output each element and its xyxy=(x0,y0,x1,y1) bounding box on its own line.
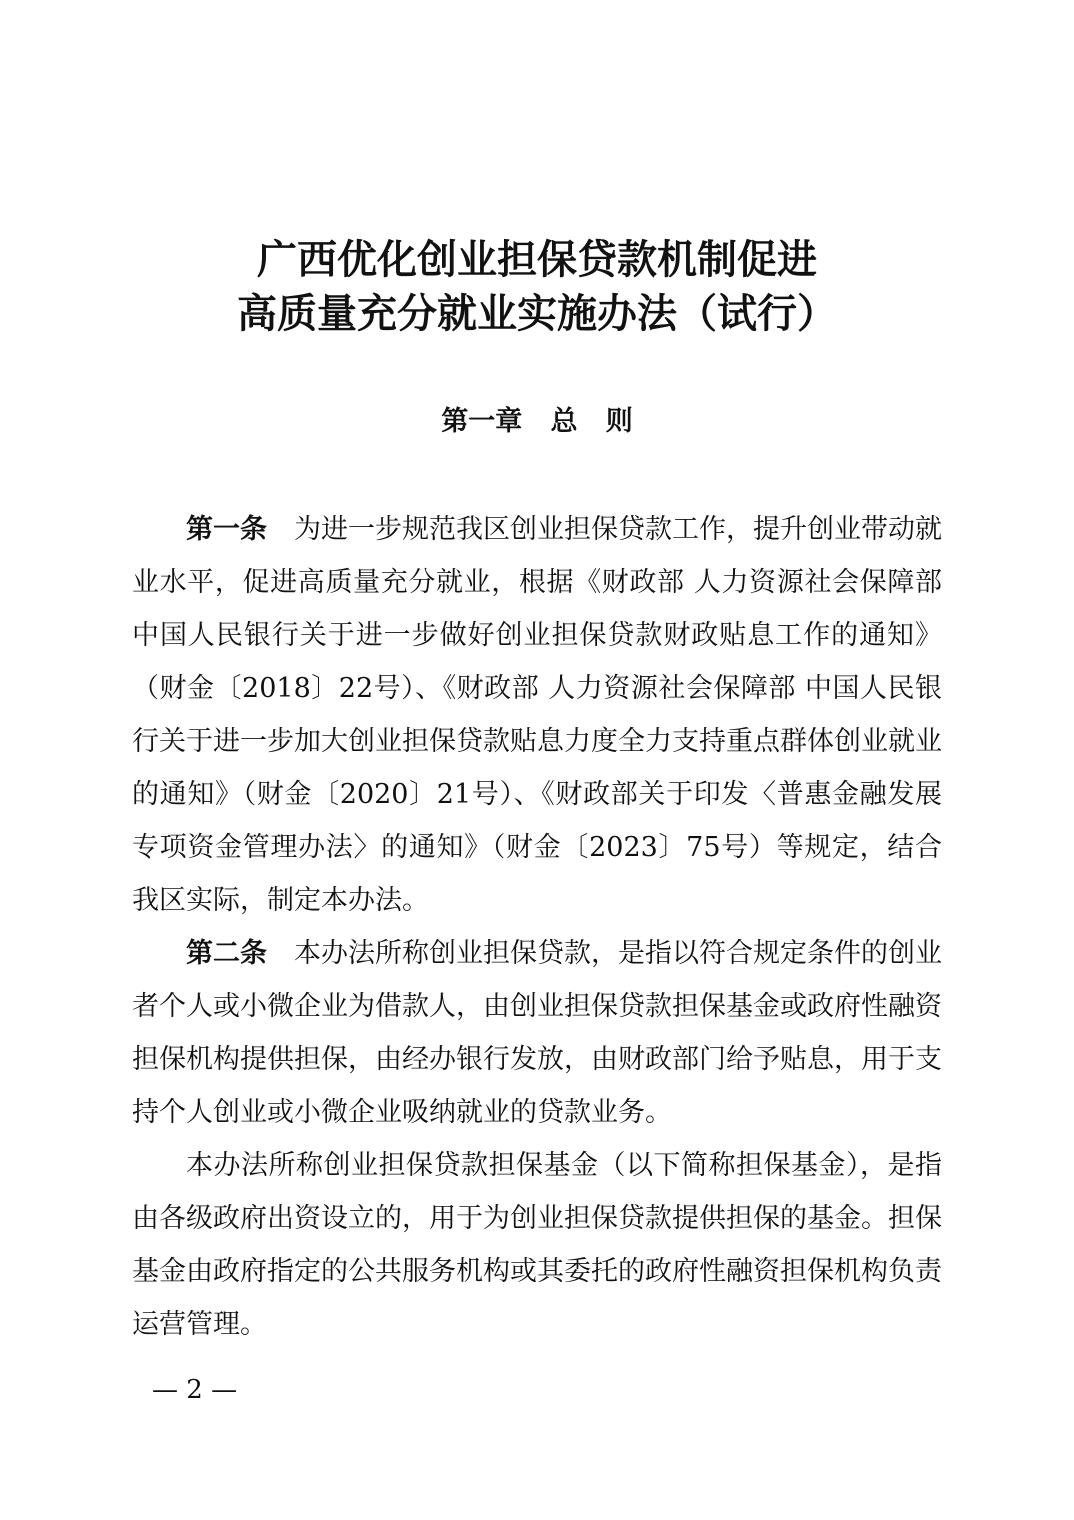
document-title-line-2: 高质量充分就业实施办法（试行） xyxy=(237,291,837,337)
document-title-line-1: 广西优化创业担保贷款机制促进 xyxy=(257,237,817,283)
article-1-label: 第一条 xyxy=(186,514,267,545)
page-number: — 2 — xyxy=(152,1375,238,1405)
chapter-heading: 第一章 总 则 xyxy=(441,406,633,437)
article-1-text: 为进一步规范我区创业担保贷款工作，提升创业带动就业水平，促进高质量充分就业，根据《财政部 人力资源社会保障部 中国人民银行关于进一步做好创业担保贷款财政贴息工作的通知》（财金〔2018〕22号）、《财政部 人力资源社会保障部 中国人民银行关于进一步加大创业担保贷款贴息力度全力支持重点群体创业就业的通知》（财金〔2020〕21号）、《财政部关于印发〈普惠金融发展专项资金管理办法〉的通知》（财金〔2023〕75号）等规定，结合我区实际，制定本办法。 xyxy=(132,514,942,916)
article-1 xyxy=(132,503,942,927)
article-2 xyxy=(132,927,942,1139)
paragraph-guarantee-fund: 本办法所称创业担保贷款担保基金（以下简称担保基金），是指由各级政府出资设立的，用于为创业担保贷款提供担保的基金。担保基金由政府指定的公共服务机构或其委托的政府性融资担保机构负责运营管理。 xyxy=(132,1150,942,1340)
document-body xyxy=(132,503,942,1351)
article-2-text: 本办法所称创业担保贷款，是指以符合规定条件的创业者个人或小微企业为借款人，由创业担保贷款担保基金或政府性融资担保机构提供担保，由经办银行发放，由财政部门给予贴息，用于支持个人创业或小微企业吸纳就业的贷款业务。 xyxy=(132,938,942,1128)
article-2-label: 第二条 xyxy=(186,938,267,969)
